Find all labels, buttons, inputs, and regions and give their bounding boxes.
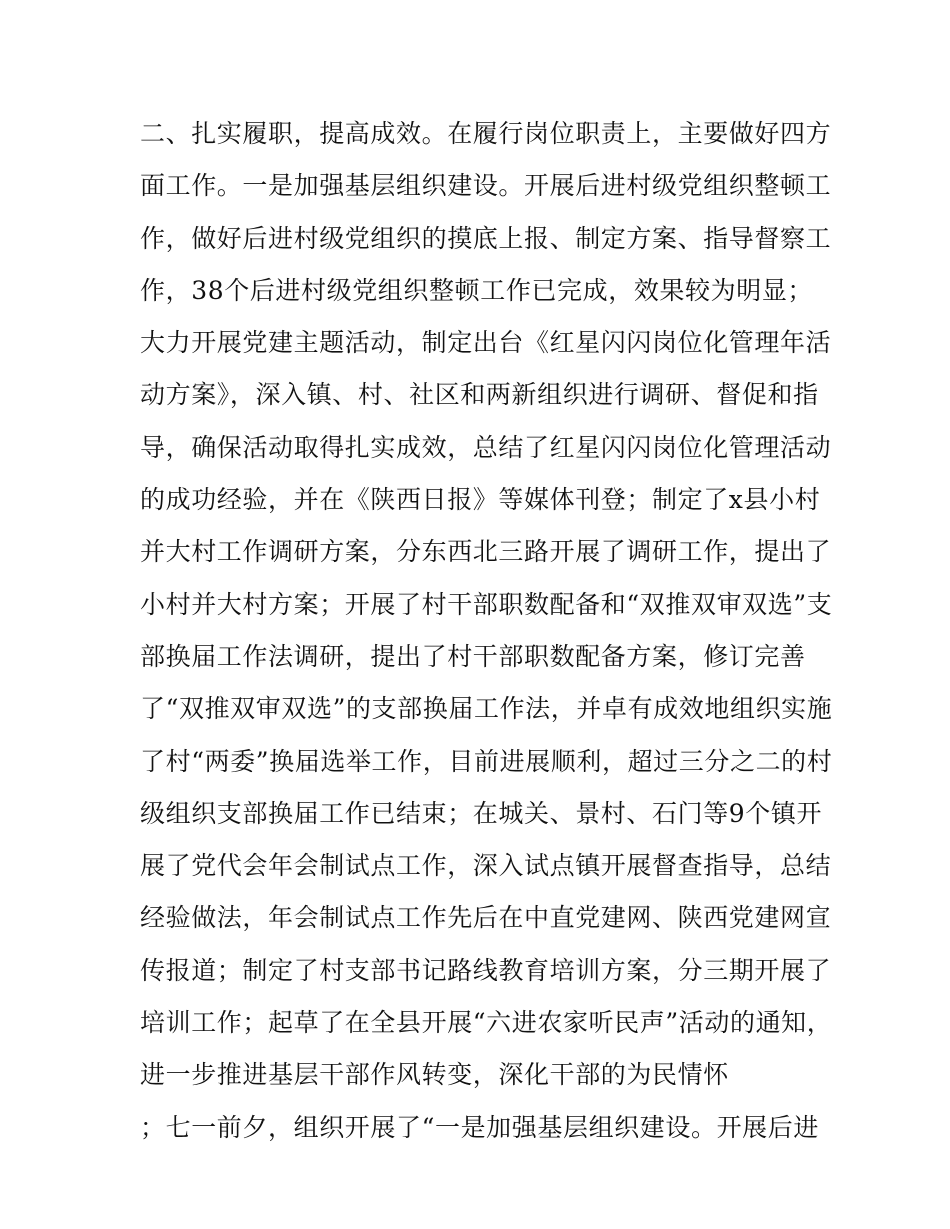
document-body xyxy=(140,108,833,1154)
text-line: 动方案》，深入镇、村、社区和两新组织进行调研、督促和指 xyxy=(140,380,819,410)
text-line: 部换届工作法调研，提出了村干部职数配备方案，修订完善 xyxy=(140,641,806,671)
text-line: 作，38个后进村级党组织整顿工作已完成，效果较为明显； xyxy=(140,275,814,305)
text-line: 了“双推双审双选”的支部换届工作法，并卓有成效地组织实施 xyxy=(140,694,833,724)
text-line: 面工作。一是加强基层组织建设。开展后进村级党组织整顿工 xyxy=(140,171,832,201)
text-line: 作，做好后进村级党组织的摸底上报、制定方案、指导督察工 xyxy=(140,223,832,253)
text-line: 大力开展党建主题活动，制定出台《红星闪闪岗位化管理年活 xyxy=(140,328,832,358)
text-line: ；七一前夕，组织开展了“一是加强基层组织建设。开展后进 xyxy=(140,1112,819,1142)
text-line: 经验做法，年会制试点工作先后在中直党建网、陕西党建网宣 xyxy=(140,903,832,933)
text-line: 小村并大村方案；开展了村干部职数配备和“双推双审双选”支 xyxy=(140,589,833,619)
text-line: 进一步推进基层干部作风转变，深化干部的为民情怀 xyxy=(140,1060,729,1090)
text-line: 二、扎实履职，提高成效。在履行岗位职责上，主要做好四方 xyxy=(140,119,832,148)
text-line: 了村“两委”换届选举工作，目前进展顺利，超过三分之二的村 xyxy=(140,746,833,776)
text-line: 展了党代会年会制试点工作，深入试点镇开展督查指导，总结 xyxy=(140,851,832,881)
text-line: 传报道；制定了村支部书记路线教育培训方案，分三期开展了 xyxy=(140,955,832,985)
text-line: 导，确保活动取得扎实成效，总结了红星闪闪岗位化管理活动 xyxy=(140,432,832,462)
text-line: 级组织支部换届工作已结束；在城关、景村、石门等9个镇开 xyxy=(140,798,823,828)
text-line: 培训工作；起草了在全县开展“六进农家听民声”活动的通知， xyxy=(140,1008,833,1038)
text-line: 的成功经验，并在《陕西日报》等媒体刊登；制定了x县小村 xyxy=(140,485,821,515)
text-line: 并大村工作调研方案，分东西北三路开展了调研工作，提出了 xyxy=(140,537,832,567)
